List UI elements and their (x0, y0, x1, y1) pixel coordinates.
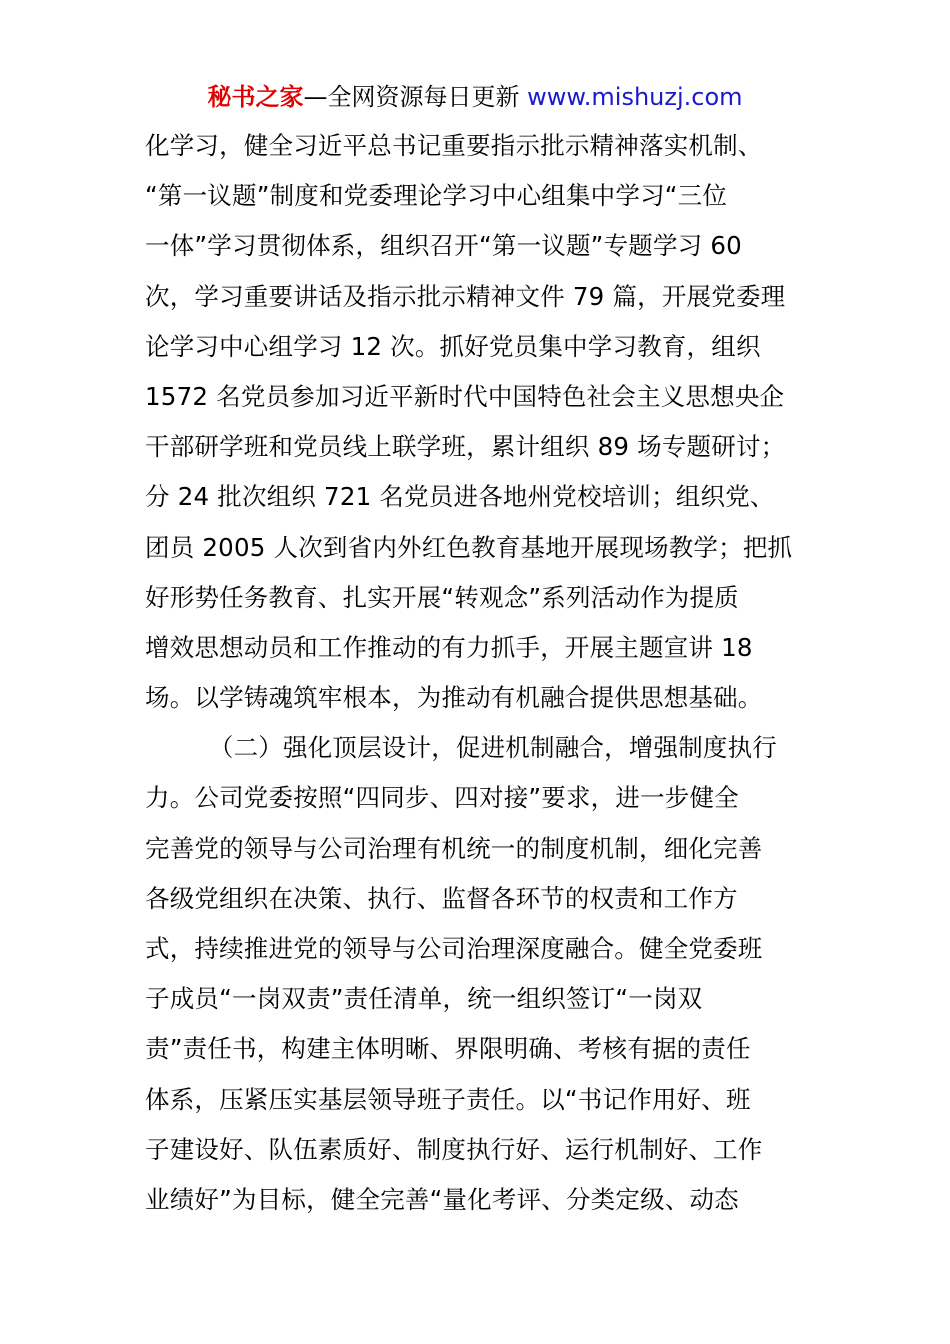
text-line: 分 24 批次组织 721 名党员进各地州党校培训；组织党、 (145, 482, 775, 512)
text-line: 化学习，健全习近平总书记重要指示批示精神落实机制、 (145, 131, 763, 160)
text-line: 论学习中心组学习 12 次。抓好党员集中学习教育，组织 (145, 331, 761, 361)
text-line: 1572 名党员参加习近平新时代中国特色社会主义思想央企 (145, 381, 785, 411)
text-line: 增效思想动员和工作推动的有力抓手，开展主题宣讲 18 (145, 632, 753, 662)
text-line: 业绩好”为目标，健全完善“量化考评、分类定级、动态 (145, 1184, 739, 1214)
text-line: 责”责任书，构建主体明晰、界限明确、考核有据的责任 (145, 1034, 751, 1064)
text-line: 完善党的领导与公司治理有机统一的制度机制，细化完善 (145, 833, 763, 863)
text-line: 式，持续推进党的领导与公司治理深度融合。健全党委班 (145, 934, 763, 963)
text-line: 好形势任务教育、扎实开展“转观念”系列活动作为提质 (145, 582, 739, 612)
text-line: 体系，压紧压实基层领导班子责任。以“书记作用好、班 (145, 1084, 751, 1114)
text-line: 子成员“一岗双责”责任清单，统一组织签订“一岗双 (145, 984, 703, 1014)
text-line: “第一议题”制度和党委理论学习中心组集中学习“三位 (145, 181, 728, 211)
text-line: 次，学习重要讲话及指示批示精神文件 79 篇，开展党委理 (145, 281, 786, 311)
site-brand: 秘书之家 (207, 83, 304, 111)
document-body (145, 121, 810, 1225)
text-line: 子建设好、队伍素质好、制度执行好、运行机制好、工作 (145, 1134, 763, 1164)
text-line: 一体”学习贯彻体系，组织召开“第一议题”专题学习 60 (145, 231, 742, 261)
text-line: 各级党组织在决策、执行、监督各环节的权责和工作方 (145, 883, 738, 913)
text-line: 力。公司党委按照“四同步、四对接”要求，进一步健全 (145, 783, 739, 813)
text-line: 场。以学铸魂筑牢根本，为推动有机融合提供思想基础。 (145, 683, 763, 713)
text-line: 干部研学班和党员线上联学班，累计组织 89 场专题研讨； (145, 432, 786, 462)
site-tagline: —全网资源每日更新 (303, 83, 528, 111)
site-url[interactable]: www.mishuzj.com (527, 83, 743, 111)
section-heading-line: （二）强化顶层设计，促进机制融合，增强制度执行 (145, 733, 778, 763)
site-header (0, 80, 950, 114)
text-line: 团员 2005 人次到省内外红色教育基地开展现场教学；把抓 (145, 532, 793, 562)
